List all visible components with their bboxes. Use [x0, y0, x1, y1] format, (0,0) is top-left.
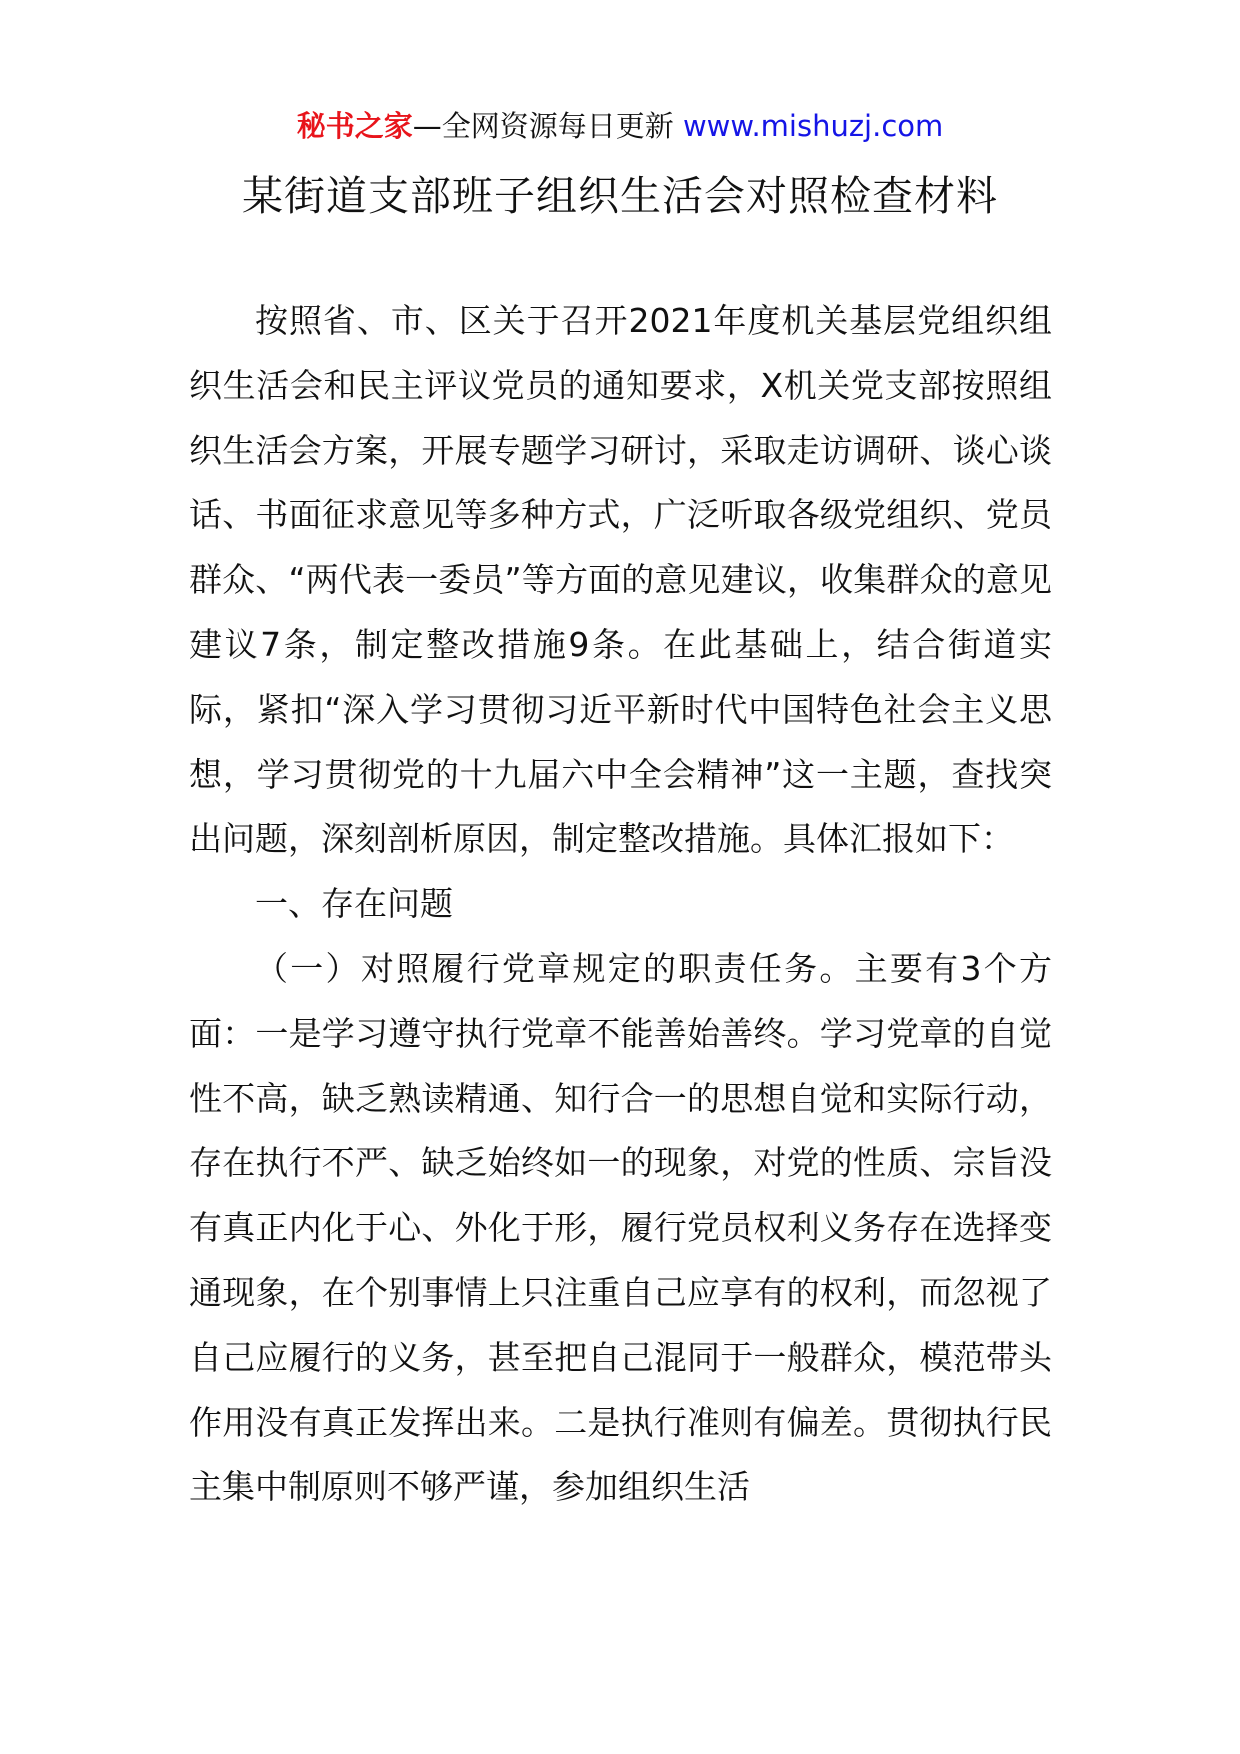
intro-paragraph: 按照省、市、区关于召开2021年度机关基层党组织组织生活会和民主评议党员的通知要求，X机关党支部按照组织生活会方案，开展专题学习研讨，采取走访调研、谈心谈话、书面征求意见等多种方式，广泛听取各级党组织、党员群众、“两代表一委员”等方面的意见建议，收集群众的意见建议7条，制定整改措施9条。在此基础上，结合街道实际，紧扣“深入学习贯彻习近平新时代中国特色社会主义思想，学习贯彻党的十九届六中全会精神”这一主题，查找突出问题，深刻剖析原因，制定整改措施。具体汇报如下：	[189, 301, 1052, 859]
site-brand: 秘书之家	[296, 109, 413, 143]
section-heading: 一、存在问题	[255, 884, 453, 924]
site-tagline: —全网资源每日更新	[412, 109, 683, 143]
document-title: 某街道支部班子组织生活会对照检查材料	[242, 172, 998, 220]
site-url-link[interactable]: www.mishuzj.com	[682, 109, 944, 143]
section-paragraph: （一）对照履行党章规定的职责任务。主要有3个方面：一是学习遵守执行党章不能善始善终。学习党章的自觉性不高，缺乏熟读精通、知行合一的思想自觉和实际行动，存在执行不严、缺乏始终如一的现象，对党的性质、宗旨没有真正内化于心、外化于形，履行党员权利义务存在选择变通现象，在个别事情上只注重自己应享有的权利，而忽视了自己应履行的义务，甚至把自己混同于一般群众，模范带头作用没有真正发挥出来。二是执行准则有偏差。贯彻执行民主集中制原则不够严谨，参加组织生活	[189, 948, 1052, 1507]
document-body	[189, 289, 1052, 1520]
site-header	[0, 98, 1240, 154]
